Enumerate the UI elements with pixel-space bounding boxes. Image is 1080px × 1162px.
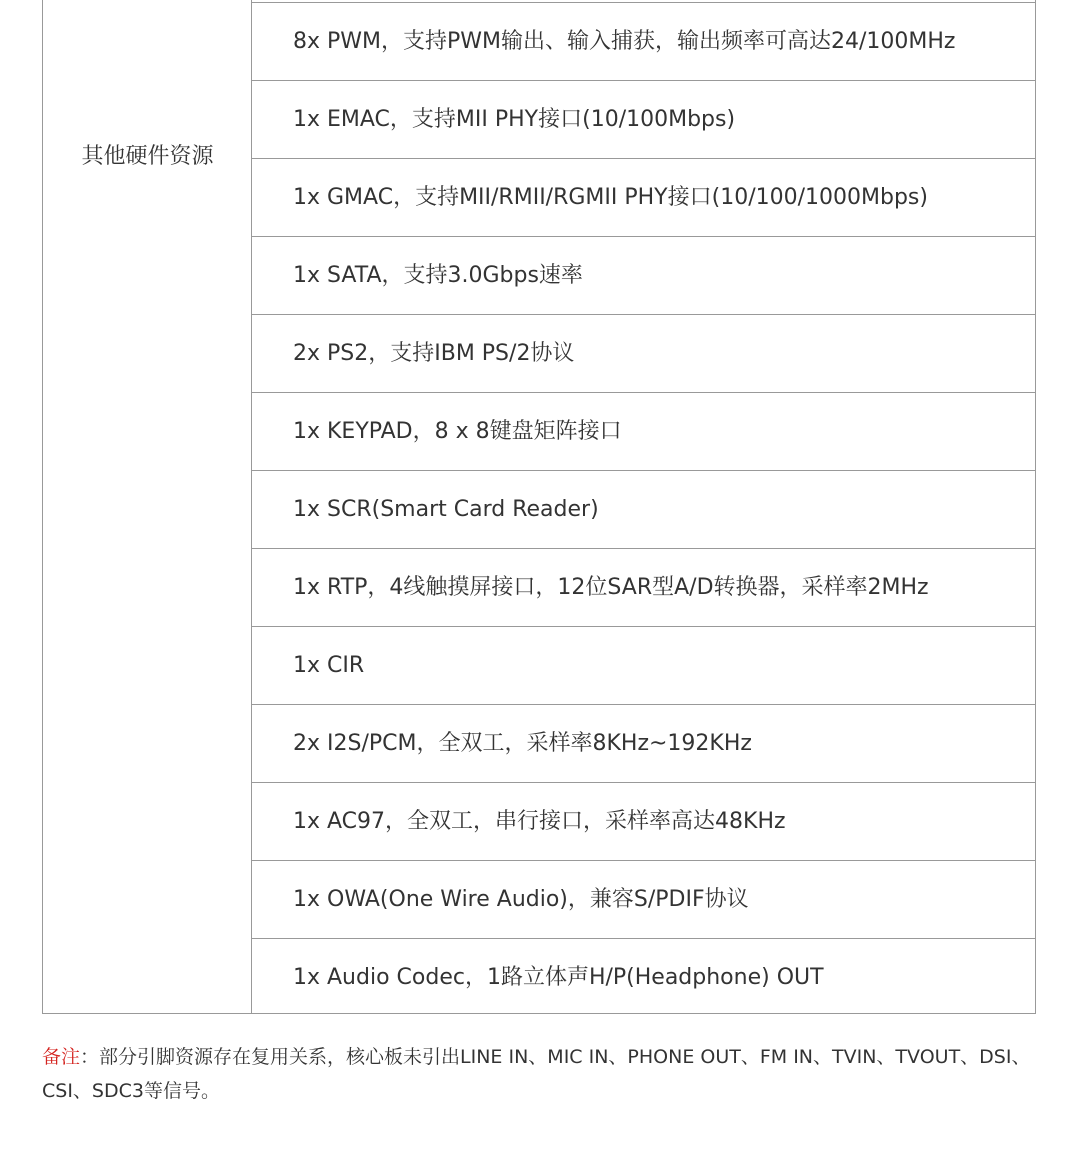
table-row — [252, 315, 1035, 393]
table-row — [252, 237, 1035, 315]
table-row — [252, 939, 1035, 1016]
note-separator: ： — [80, 1046, 100, 1068]
table-row — [252, 471, 1035, 549]
table-row — [252, 159, 1035, 237]
row-text: 8x PWM，支持PWM输出、输入捕获，输出频率可高达24/100MHz — [293, 29, 956, 54]
row-text: 2x PS2，支持IBM PS/2协议 — [293, 341, 575, 366]
row-text: 1x EMAC，支持MII PHY接口(10/100Mbps) — [293, 107, 736, 132]
row-text: 1x GMAC，支持MII/RMII/RGMII PHY接口(10/100/1000Mbps) — [293, 185, 928, 210]
footnote — [42, 1040, 1062, 1108]
note-label: 备注 — [42, 1046, 81, 1068]
category-cell — [43, 0, 252, 1013]
table-row — [252, 393, 1035, 471]
row-text: 1x Audio Codec，1路立体声H/P(Headphone) OUT — [293, 965, 824, 990]
table-row — [252, 783, 1035, 861]
table-row — [252, 861, 1035, 939]
table-row — [252, 627, 1035, 705]
row-text: 2x I2S/PCM，全双工，采样率8KHz~192KHz — [293, 731, 752, 756]
table-row — [252, 3, 1035, 81]
table-row — [252, 705, 1035, 783]
spec-rows — [252, 2, 1035, 1013]
hardware-spec-table — [42, 0, 1036, 1014]
row-text: 1x SCR(Smart Card Reader) — [293, 497, 599, 522]
row-text: 1x KEYPAD，8 x 8键盘矩阵接口 — [293, 419, 622, 444]
row-text: 1x CIR — [293, 653, 365, 678]
row-text: 1x OWA(One Wire Audio)，兼容S/PDIF协议 — [293, 887, 749, 912]
row-text: 1x SATA，支持3.0Gbps速率 — [293, 263, 583, 288]
row-text: 1x AC97，全双工，串行接口，采样率高达48KHz — [293, 809, 786, 834]
category-label: 其他硬件资源 — [81, 144, 214, 169]
table-row — [252, 81, 1035, 159]
row-text: 1x RTP，4线触摸屏接口，12位SAR型A/D转换器，采样率2MHz — [293, 575, 929, 600]
note-text: 部分引脚资源存在复用关系，核心板未引出LINE IN、MIC IN、PHONE OUT、FM IN、TVIN、TVOUT、DSI、CSI、SDC3等信号。 — [42, 1046, 1031, 1102]
table-row — [252, 549, 1035, 627]
